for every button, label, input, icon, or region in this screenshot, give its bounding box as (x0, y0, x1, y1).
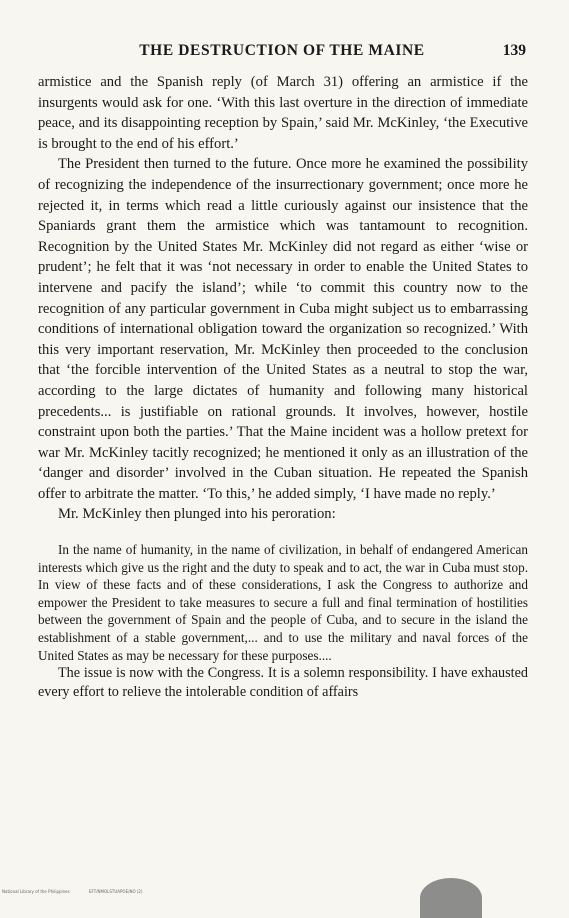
paragraph-1: armistice and the Spanish reply (of March 31) offering an armistice if the insurgents would ask for one. ‘With this last overture in the direction of immediate peace, and its disappointing reception by Spain,’ said Mr. McKinley, ‘the Executive is brought to the end of his effort.’ (38, 74, 528, 152)
body-text (38, 72, 528, 702)
scanner-thumb-shadow (420, 878, 482, 918)
block-quote: In the name of humanity, in the name of civilization, in behalf of endangered American interests which give us the right and the duty to speak and to act, the war in Cuba must stop. In view of these facts and of these considerations, I ask the Congress to authorize and empower the President to take measures to secure a full and final termination of hostilities between the government of Spain and the people of Cuba, and to secure in the island the establishment of a stable government,... and to use the military and naval forces of the United States as may be necessary for these purposes.... (38, 542, 528, 663)
paragraph-3: Mr. McKinley then plunged into his peroration: (58, 506, 336, 523)
running-head (38, 42, 526, 64)
footer-id: EFT/NMOLSTUAPOE/NO (2) (89, 889, 143, 894)
paragraph-2: The President then turned to the future. Once more he examined the possibility of recognizing the independence of the insurrectionary government; once more he rejected it, in terms which read a little curiously against our insistence that the Spaniards grant them the armistice which was tantamount to recognition. Recognition by the United States Mr. McKinley did not regard as either ‘wise or prudent’; he felt that it was ‘not necessary in order to enable the United States to intervene and pacify the island’; while ‘to commit this country now to the recognition of any particular government in Cuba might subject us to embarrassing conditions of international obligation toward the organization so recognized.’ With this very important reservation, Mr. McKinley then proceeded to the conclusion that ‘the forcible intervention of the United States as a neutral to stop the war, according to the large dictates of humanity and following many historical precedents... is justifiable on rational grounds. It involves, however, hostile constraint upon both the parties.’ That the Maine incident was a hollow pretext for war Mr. McKinley tacitly recognized; he mentioned it only as an illustration of the ‘danger and disorder’ involved in the Cuban situation. He repeated the Spanish offer to arbitrate the matter. ‘To this,’ he added simply, ‘I have made no reply.’ (38, 156, 528, 502)
scan-footer (2, 889, 161, 894)
page-number: 139 (502, 42, 526, 59)
footer-library: National Library of the Philippines (2, 889, 70, 894)
block-quote-continuation: The issue is now with the Congress. It is a solemn responsibility. I have exhausted every effort to relieve the intolerable condition of affairs (38, 665, 528, 701)
chapter-title: THE DESTRUCTION OF THE MAINE (139, 42, 425, 59)
